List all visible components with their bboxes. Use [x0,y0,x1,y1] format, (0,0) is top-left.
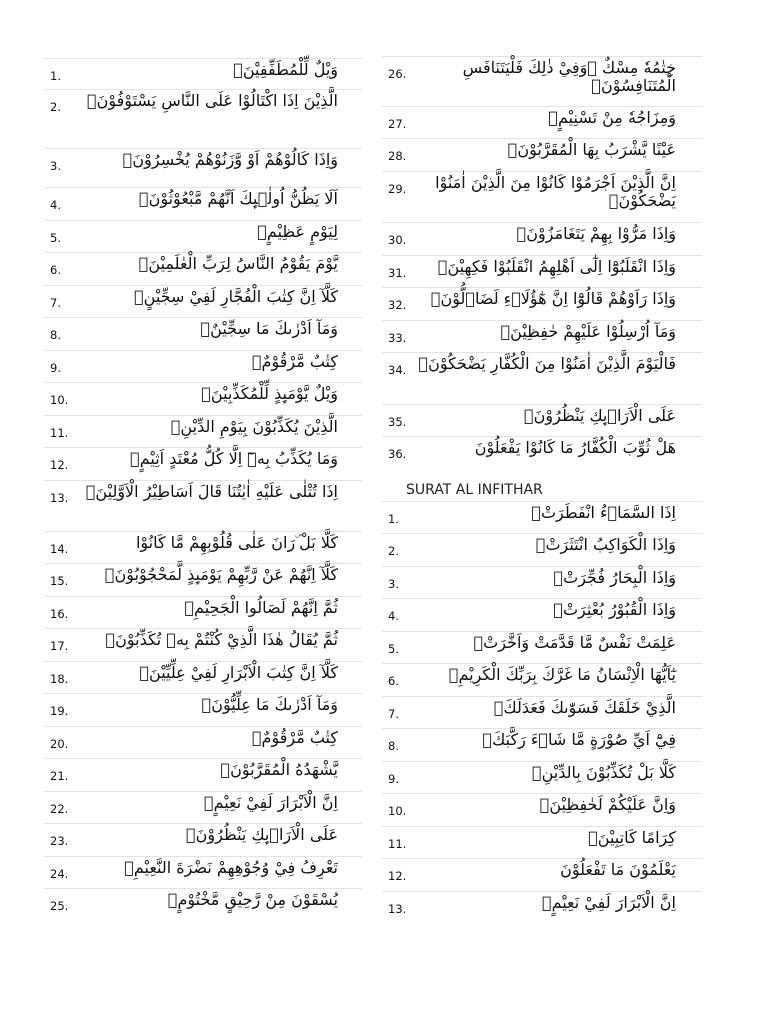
verse-text: عَلَى الْاَرَاۤىِٕكِ يَنْظُرُوْنَۗ [524,406,676,425]
verse-row [382,255,702,286]
verse-row [44,89,362,136]
verse-text: كَلَّآ اِنَّ كِتٰبَ الْفُجَّارِ لَفِيْ سِجِّيْنٍۗ [134,287,338,306]
verse-row [382,663,702,694]
verse-text: كَلَّا بَلْ ۜرَانَ عَلٰى قُلُوْبِهِمْ مَّا كَانُوْا [135,533,338,552]
verse-number: 6. [50,263,61,277]
verse-row [382,320,702,351]
verse-row [382,728,702,759]
verse-number: 12. [388,869,407,883]
verse-number: 7. [50,296,61,310]
verse-number: 22. [50,802,69,816]
verse-number: 33. [388,331,407,345]
verse-text: الَّذِيْ خَلَقَكَ فَسَوّٰىكَ فَعَدَلَكَۙ [493,698,676,717]
verse-row [382,287,702,318]
verse-text: وَاِذَا كَالُوْهُمْ اَوْ وَّزَنُوْهُمْ يُخْسِرُوْنَۗ [122,150,338,169]
verse-number: 31. [388,266,407,280]
verse-number: 8. [388,739,399,753]
verse-text: يَّوْمَ يَقُوْمُ النَّاسُ لِرَبِّ الْعٰلَمِيْنَۗ [138,254,338,273]
verse-row [44,531,362,562]
verse-text: هَلْ ثُوِّبَ الْكُفَّارُ مَا كَانُوْا يَفْعَلُوْنَ [474,438,676,457]
verse-text: اَلَا يَظُنُّ اُولٰۤىِٕكَ اَنَّهُمْ مَّبْعُوْثُوْنَۙ [138,189,338,208]
verse-row [44,596,362,627]
verse-row [44,693,362,724]
verse-row [44,563,362,594]
verse-text: الَّذِيْنَ اِذَا اكْتَالُوْا عَلَى النَّاسِ يَسْتَوْفُوْنَۖ [87,91,338,110]
verse-number: 29. [388,182,407,196]
verse-row [382,404,702,435]
verse-text: وَاِذَا الْكَوَاكِبُ انْتَثَرَتْۙ [535,535,676,554]
verse-row [382,138,702,169]
verse-number: 8. [50,328,61,342]
verse-row [382,858,702,889]
verse-text: وَاِذَا انْقَلَبُوْٓا اِلٰٓى اَهْلِهِمُ انْقَلَبُوْا فَكِهِيْنَۖ [437,257,676,276]
verse-row [44,415,362,446]
verse-row [382,171,702,220]
verse-number: 5. [388,642,399,656]
verse-row [382,761,702,792]
verse-number: 5. [50,231,61,245]
verse-number: 6. [388,674,399,688]
verse-text: وَاِنَّ عَلَيْكُمْ لَحٰفِظِيْنَۙ [539,795,676,814]
verse-row [382,631,702,662]
verse-number: 15. [50,574,69,588]
verse-text: ثُمَّ يُقَالُ هٰذَا الَّذِيْ كُنْتُمْ بِهٖ تُكَذِّبُوْنَۗ [105,630,338,649]
verse-text: وَيْلٌ يَّوْمَىِٕذٍ لِّلْمُكَذِّبِيْنَۙ [201,384,338,403]
verse-row [44,661,362,692]
verse-number: 9. [50,361,61,375]
verse-number: 10. [50,393,69,407]
verse-text: كَلَّآ اِنَّهُمْ عَنْ رَّبِّهِمْ يَوْمَىِٕذٍ لَّمَحْجُوْبُوْنَۗ [104,565,338,584]
verse-text: عَيْنًا يَّشْرَبُ بِهَا الْمُقَرَّبُوْنَۗ [507,140,676,159]
verse-row [382,566,702,597]
verse-text: ثُمَّ اِنَّهُمْ لَصَالُوا الْجَحِيْمِۗ [184,598,338,617]
verse-number: 14. [50,542,69,556]
verse-row [44,220,362,251]
verse-number: 3. [50,159,61,173]
verse-row [44,628,362,659]
verse-row [44,447,362,478]
verse-number: 25. [50,899,69,913]
verse-text: كَلَّا بَلْ تُكَذِّبُوْنَ بِالدِّيْنِۙ [532,763,676,782]
verse-number: 1. [50,69,61,83]
verse-text: وَمَآ اُرْسِلُوْا عَلَيْهِمْ حٰفِظِيْنَۗ [500,322,676,341]
verse-number: 26. [388,67,407,81]
verse-number: 10. [388,804,407,818]
verse-number: 30. [388,233,407,247]
verse-number: 34. [388,363,407,377]
verse-row [382,891,702,922]
verse-row [44,317,362,348]
verse-number: 19. [50,704,69,718]
section-heading: SURAT AL INFITHAR [406,482,543,498]
verse-text: وَاِذَا الْبِحَارُ فُجِّرَتْۙ [553,568,676,587]
verse-number: 9. [388,772,399,786]
verse-text: لِيَوْمٍ عَظِيْمٍۙ [257,222,338,241]
verse-number: 21. [50,769,69,783]
verse-number: 2. [50,100,61,114]
verse-text: عَلِمَتْ نَفْسٌ مَّا قَدَّمَتْ وَاَخَّرَتْۗ [473,633,676,652]
verse-text: كِتٰبٌ مَّرْقُوْمٌۙ [251,728,338,747]
verse-text: اِذَا السَّمَاۤءُ انْفَطَرَتْۙ [531,503,676,522]
verse-text: اِذَا تُتْلٰى عَلَيْهِ اٰيٰتُنَا قَالَ اَسَاطِيْرُ الْاَوَّلِيْنَۗ [85,482,338,501]
verse-row [44,726,362,757]
verse-text: وَمِزَاجُهٗ مِنْ تَسْنِيْمٍۙ [548,108,676,127]
verse-text: وَمَآ اَدْرٰىكَ مَا عِلِّيُّوْنَۗ [201,695,338,714]
verse-text: اِنَّ الْاَبْرَارَ لَفِيْ نَعِيْمٍۙ [541,893,676,912]
verse-text: اِنَّ الَّذِيْنَ اَجْرَمُوْا كَانُوْا مِنَ الَّذِيْنَ اٰمَنُوْا يَضْحَكُوْنَۖ [435,173,676,210]
verse-text: اِنَّ الْاَبْرَارَ لَفِيْ نَعِيْمٍۙ [203,793,338,812]
verse-row [44,480,362,529]
verse-row [44,888,362,919]
verse-number: 13. [388,902,407,916]
verse-row [44,285,362,316]
verse-text: كَلَّآ اِنَّ كِتٰبَ الْاَبْرَارِ لَفِيْ عِلِّيِّيْنَۗ [139,663,338,682]
verse-text: وَاِذَا الْقُبُوْرُ بُعْثِرَتْۙ [553,600,676,619]
verse-row [44,382,362,413]
verse-number: 23. [50,834,69,848]
verse-number: 4. [50,198,61,212]
verse-text: كِرَامًا كَاتِبِيْنَۙ [588,828,676,847]
verse-text: تَعْرِفُ فِيْ وُجُوْهِهِمْ نَضْرَةَ النَّعِيْمِۚ [124,858,338,877]
verse-row [44,823,362,854]
verse-text: فِيْٓ اَيِّ صُوْرَةٍ مَّا شَاۤءَ رَكَّبَكَۗ [482,730,676,749]
verse-number: 13. [50,491,69,505]
verse-number: 11. [388,837,407,851]
verse-number: 17. [50,639,69,653]
verse-row [382,56,702,99]
verse-number: 7. [388,707,399,721]
verse-text: يَعْلَمُوْنَ مَا تَفْعَلُوْنَ [560,860,676,879]
verse-row [382,436,702,467]
verse-text: عَلَى الْاَرَاۤىِٕكِ يَنْظُرُوْنَۙ [186,825,338,844]
verse-row [382,352,702,399]
verse-row [44,758,362,789]
verse-row [382,793,702,824]
verse-number: 24. [50,867,69,881]
verse-number: 11. [50,426,69,440]
verse-text: فَالْيَوْمَ الَّذِيْنَ اٰمَنُوْا مِنَ الْكُفَّارِ يَضْحَكُوْنَۙ [418,354,676,373]
verse-text: وَاِذَا مَرُّوْا بِهِمْ يَتَغَامَزُوْنَۖ [516,224,676,243]
verse-row [44,148,362,179]
verse-number: 35. [388,415,407,429]
verse-row [382,696,702,727]
verse-text: يَّشْهَدُهُ الْمُقَرَّبُوْنَۗ [220,760,338,779]
verse-row [44,350,362,381]
verse-text: خِتٰمُهٗ مِسْكٌ ۗوَفِيْ ذٰلِكَ فَلْيَتَنَافَسِ الْمُتَنَافِسُوْنَۗ [462,58,676,95]
verse-row [382,106,702,137]
verse-number: 2. [388,544,399,558]
verse-number: 4. [388,609,399,623]
verse-number: 27. [388,117,407,131]
verse-row [44,187,362,218]
verse-row [382,501,702,532]
verse-number: 18. [50,672,69,686]
verse-text: كِتٰبٌ مَّرْقُوْمٌۗ [251,352,338,371]
verse-text: وَاِذَا رَاَوْهُمْ قَالُوْٓا اِنَّ هٰٓؤُلَاۤءِ لَضَاۤلُّوْنَۙ [430,289,676,308]
verse-number: 20. [50,737,69,751]
verse-number: 1. [388,512,399,526]
verse-number: 12. [50,458,69,472]
verse-row [382,533,702,564]
verse-row [382,222,702,253]
verse-row [44,58,362,89]
verse-number: 3. [388,577,399,591]
verse-number: 36. [388,447,407,461]
verse-text: يُسْقَوْنَ مِنْ رَّحِيْقٍ مَّخْتُوْمٍۙ [167,890,338,909]
verse-row [44,791,362,822]
verse-number: 16. [50,607,69,621]
verse-text: وَمَا يُكَذِّبُ بِهٖٓ اِلَّا كُلُّ مُعْتَدٍ اَثِيْمٍۙ [130,449,338,468]
verse-number: 32. [388,298,407,312]
verse-number: 28. [388,149,407,163]
verse-row [382,598,702,629]
verse-text: وَمَآ اَدْرٰىكَ مَا سِجِّيْنٌۗ [200,319,338,338]
verse-text: وَيْلٌ لِّلْمُطَفِّفِيْنَۙ [233,60,338,79]
verse-text: الَّذِيْنَ يُكَذِّبُوْنَ بِيَوْمِ الدِّيْنِۗ [170,417,338,436]
verse-row [44,856,362,887]
verse-row [44,252,362,283]
verse-text: يٰٓاَيُّهَا الْاِنْسَانُ مَا غَرَّكَ بِرَبِّكَ الْكَرِيْمِۙ [448,665,676,684]
verse-row [382,826,702,857]
